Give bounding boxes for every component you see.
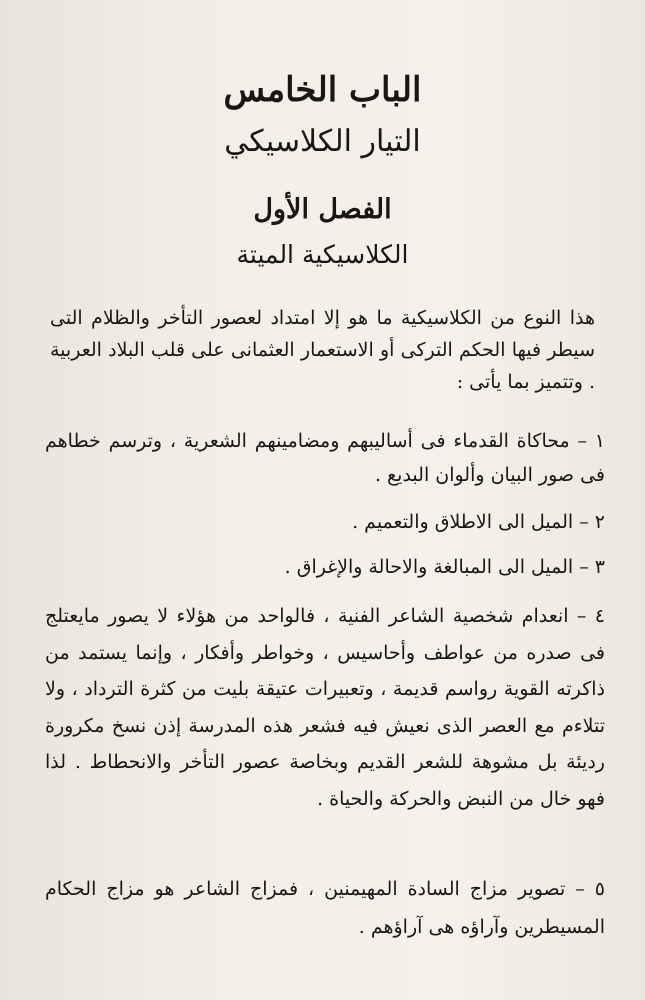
list-item: ٣ – الميل الى المبالغة والاحالة والإغراق .: [284, 556, 605, 578]
list-item: ٤ – انعدام شخصية الشاعر الفنية ، فالواحد من هؤلاء لا يصور مايعتلج فى صدره من عواطف وأحاسيس ، وخواطر وأفكار ، وإنما يستمد من ذاكرته القوية رواسم قديمة ، وتعبيرات عتيقة بليت من كثرة الترداد ، ولا تتلاءم مع العصر الذى نعيش فيه فشعر هذه المدرسة إذن نسخ مكرورة رديئة بل مشوهة للشعر القديم وبخاصة عصور التأخر والانحطاط . لذا فهو خال من النبض والحركة والحياة .: [45, 605, 605, 810]
list-item: ٢ – الميل الى الاطلاق والتعميم .: [352, 511, 605, 533]
section-title: الكلاسيكية الميتة: [236, 240, 409, 269]
intro-paragraph: هذا النوع من الكلاسيكية ما هو إلا امتداد لعصور التأخر والظلام التى سيطر فيها الحكم التركى أو الاستعمار العثمانى على قلب البلاد العربية . وتتميز بما يأتى :: [50, 307, 595, 393]
part-subtitle: التيار الكلاسيكي: [224, 124, 421, 159]
part-title: الباب الخامس: [223, 70, 422, 110]
list-item: ١ – محاكاة القدماء فى أساليبهم ومضامينهم الشعرية ، وترسم خطاهم فى صور البيان وألوان البديع .: [45, 430, 605, 486]
chapter-title: الفصل الأول: [253, 194, 392, 225]
list-item: ٥ – تصوير مزاج السادة المهيمنين ، فمزاج الشاعر هو مزاج الحكام المسيطرين وآراؤه هى آراؤهم .: [45, 878, 605, 938]
